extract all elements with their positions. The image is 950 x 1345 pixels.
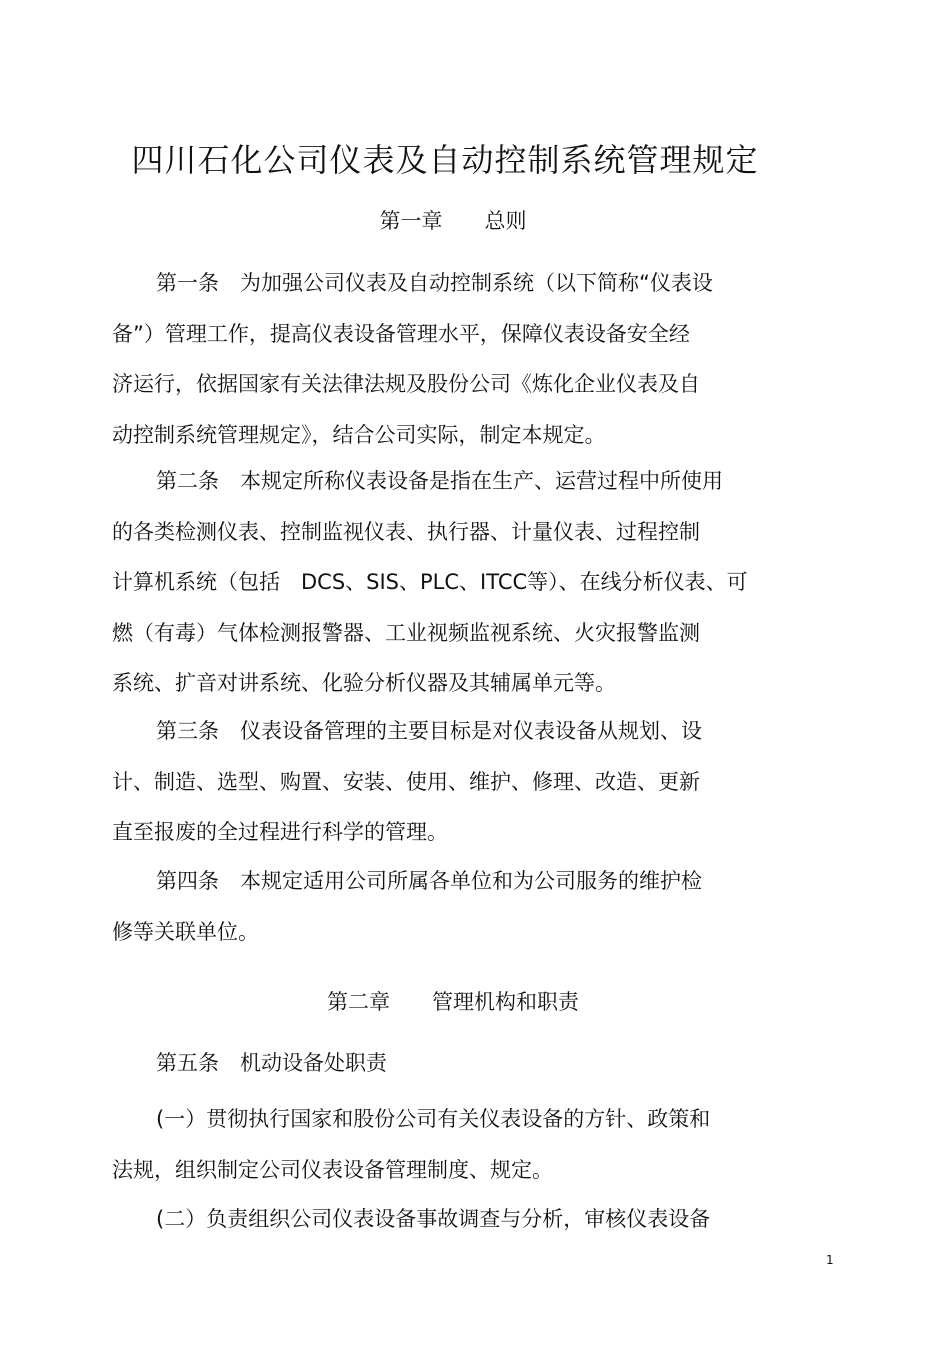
paragraph-line: 第二条 本规定所称仪表设备是指在生产、运营过程中所使用 (156, 469, 723, 493)
paragraph-line: 的各类检测仪表、控制监视仪表、执行器、计量仪表、过程控制 (112, 519, 700, 544)
article-1 (112, 258, 812, 460)
paragraph-line: 法规，组织制定公司仪表设备管理制度、规定。 (112, 1157, 553, 1182)
paragraph-line: 计、制造、选型、购置、安装、使用、维护、修理、改造、更新 (112, 769, 700, 794)
paragraph-line: (二）负责组织公司仪表设备事故调查与分析，审核仪表设备 (156, 1207, 711, 1231)
article-4 (112, 856, 812, 957)
article-5-item-2 (112, 1194, 812, 1245)
article-2 (112, 456, 812, 709)
paragraph-line: 动控制系统管理规定》，结合公司实际，制定本规定。 (112, 422, 606, 447)
paragraph-line: 济运行，依据国家有关法律法规及股份公司《炼化企业仪表及自 (112, 372, 700, 396)
paragraph-line: 直至报废的全过程进行科学的管理。 (112, 820, 448, 844)
article-5 (112, 1038, 812, 1089)
page-number: 1 (826, 1253, 834, 1267)
document-title: 四川石化公司仪表及自动控制系统管理规定 (131, 141, 759, 179)
paragraph-line: 第一条 为加强公司仪表及自动控制系统（以下简称“仪表设 (156, 271, 713, 295)
paragraph-line: 备”）管理工作，提高仪表设备管理水平，保障仪表设备安全经 (112, 321, 690, 346)
chapter-2-label: 第二章 (327, 990, 390, 1014)
article-5-item-1 (112, 1094, 812, 1195)
paragraph-line: (一）贯彻执行国家和股份公司有关仪表设备的方针、政策和 (156, 1107, 711, 1131)
paragraph-line: 修等关联单位。 (112, 919, 259, 944)
paragraph-line: 第四条 本规定适用公司所属各单位和为公司服务的维护检 (156, 869, 702, 893)
chapter-2-heading (0, 987, 906, 1017)
paragraph-line: 第三条 仪表设备管理的主要目标是对仪表设备从规划、设 (156, 719, 702, 743)
chapter-1-heading (0, 206, 906, 236)
chapter-1-label: 第一章 (379, 209, 443, 233)
paragraph-line: 系统、扩音对讲系统、化验分析仪器及其辅属单元等。 (112, 671, 616, 695)
article-3 (112, 706, 812, 858)
chapter-2-name: 管理机构和职责 (432, 990, 579, 1014)
chapter-1-name: 总则 (484, 209, 527, 233)
paragraph-line: 燃（有毒）气体检测报警器、工业视频监视系统、火灾报警监测 (112, 620, 700, 645)
paragraph-line: 第五条 机动设备处职责 (156, 1051, 387, 1075)
paragraph-line: 计算机系统（包括 DCS、SIS、PLC、ITCC等）、在线分析仪表、可 (112, 570, 748, 594)
